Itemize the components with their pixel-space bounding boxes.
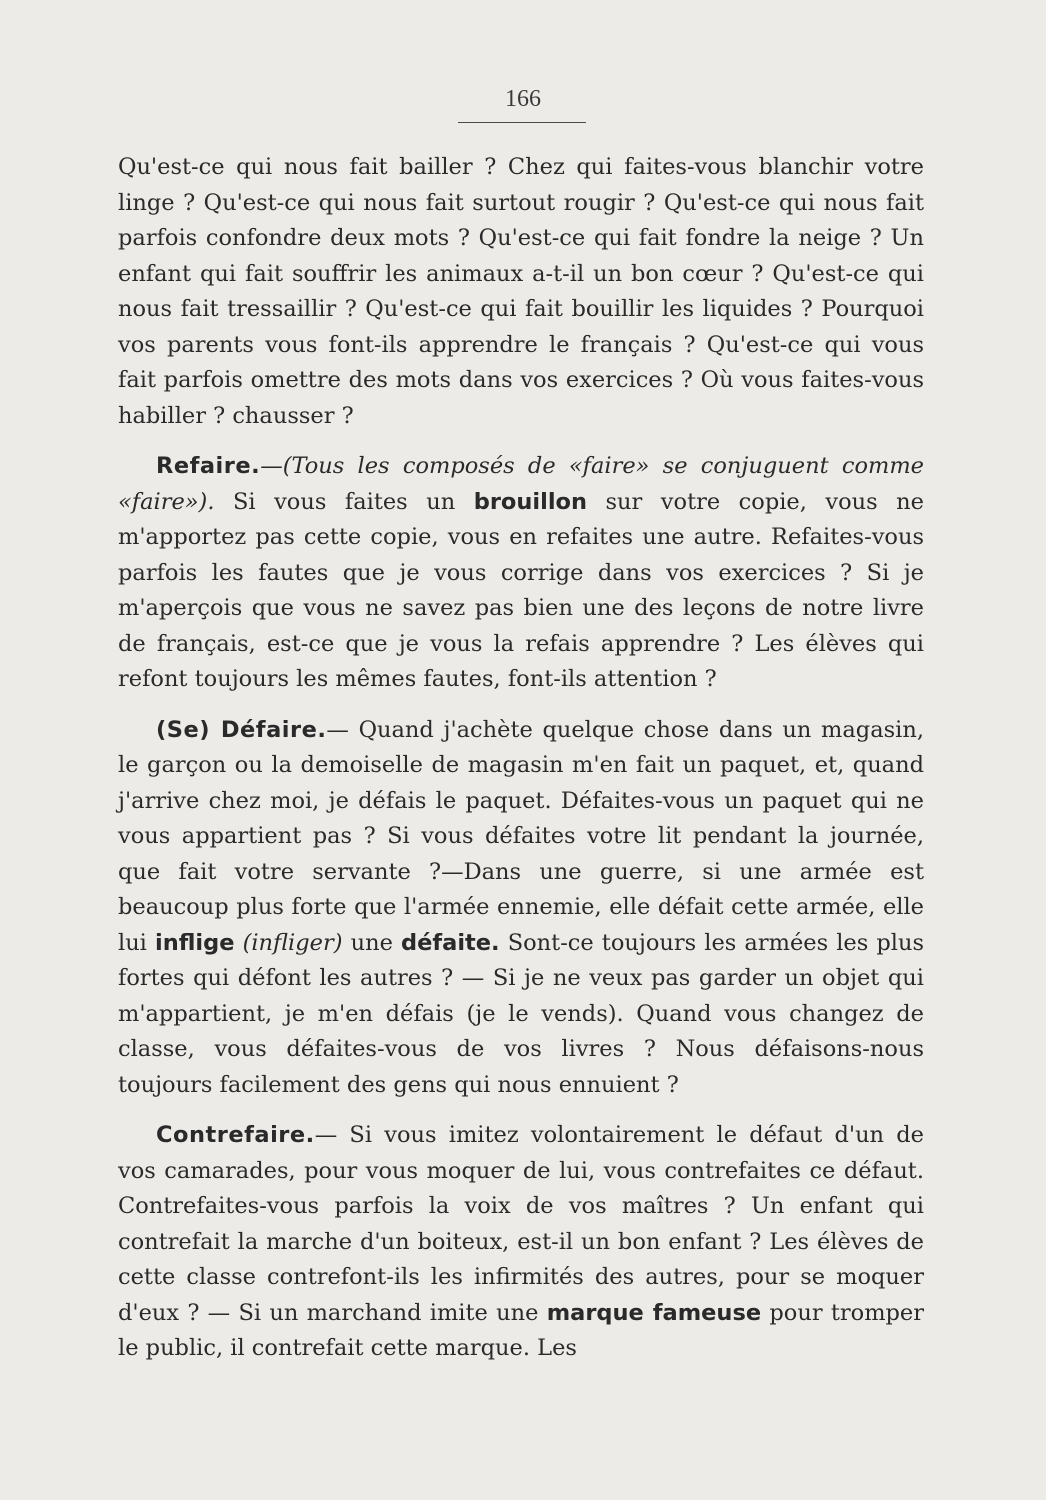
contrefaire-text-2: pour tromper le public, il contrefait cette marque. Les	[118, 1299, 924, 1361]
term-inflige: inflige	[154, 929, 235, 956]
defaire-heading: (Se) Défaire.	[156, 716, 327, 743]
intro-paragraph	[118, 150, 924, 434]
paragraph-gap	[118, 698, 924, 713]
term-marque-fameuse: marque fameuse	[546, 1299, 762, 1326]
paragraph-gap	[118, 434, 924, 449]
page-text	[118, 150, 924, 1367]
term-brouillon: brouillon	[473, 488, 588, 515]
defaire-text-3: Sont-ce toujours les armées les plus fortes qui défont les autres ? — Si je ne veux pas garder un objet qui m'appartient, je m'en défais (je le vends). Quand vous changez de classe, vous défaites-vous de vos livres ? Nous défaisons-nous toujours facilement des gens qui nous ennuient ?	[118, 929, 924, 1098]
defaire-paragraph	[118, 713, 924, 1104]
intro-text: Qu'est-ce qui nous fait bailler ? Chez qui faites-vous blanchir votre linge ? Qu'est-ce qui nous fait surtout rougir ? Qu'est-ce qui nous fait parfois confondre deux mots ? Qu'est-ce qui fait fondre la neige ? Un enfant qui fait souffrir les animaux a-t-il un bon cœur ? Qu'est-ce qui nous fait tressaillir ? Qu'est-ce qui fait bouillir les liquides ? Pourquoi vos parents vous font-ils apprendre le français ? Qu'est-ce qui vous fait parfois omettre des mots dans vos exercices ? Où vous faites-vous habiller ? chausser ?	[118, 154, 924, 429]
refaire-text-2: sur votre copie, vous ne m'apportez pas cette copie, vous en refaites une autre. Refaites-vous parfois les fautes que je vous corrige dans vos exercices ? Si je m'aperçois que vous ne savez pas bien une des leçons de notre livre de français, est-ce que je vous la refais apprendre ? Les élèves qui refont toujours les mêmes fautes, font-ils attention ?	[118, 488, 924, 692]
defaire-text-1: — Quand j'achète quelque chose dans un magasin, le garçon ou la demoiselle de magasin m'en fait un paquet, et, quand j'arrive chez moi, je défais le paquet. Défaites-vous un paquet qui ne vous appartient pas ? Si vous défaites votre lit pendant la journée, que fait votre servante ?—Dans une guerre, si une armée est beaucoup plus forte que l'armée ennemie, elle défait cette armée, elle lui	[118, 716, 925, 956]
page-number-rule	[458, 122, 586, 123]
paragraph-gap	[118, 1103, 924, 1118]
defaire-text-2: une	[342, 929, 401, 956]
term-infliger: (infliger)	[234, 929, 343, 956]
refaire-heading: Refaire.	[156, 453, 261, 479]
contrefaire-text-1: — Si vous imitez volontairement le défaut d'un de vos camarades, pour vous moquer de lui, vous contrefaites ce défaut. Contrefaites-vous parfois la voix de vos maîtres ? Un enfant qui contrefait la marche d'un boiteux, est-il un bon enfant ? Les élèves de cette classe contrefont-ils les infirmités des autres, pour se moquer d'eux ? — Si un marchand imite une	[118, 1122, 924, 1326]
term-defaite: défaite.	[400, 929, 500, 956]
contrefaire-paragraph	[118, 1118, 924, 1367]
page-number: 166	[505, 86, 541, 112]
refaire-text-1: Si vous faites un	[214, 488, 474, 515]
contrefaire-heading: Contrefaire.	[156, 1122, 315, 1148]
refaire-note: —(Tous les composés de «faire» se conjuguent comme «faire»).	[118, 453, 924, 515]
refaire-paragraph	[118, 449, 924, 698]
